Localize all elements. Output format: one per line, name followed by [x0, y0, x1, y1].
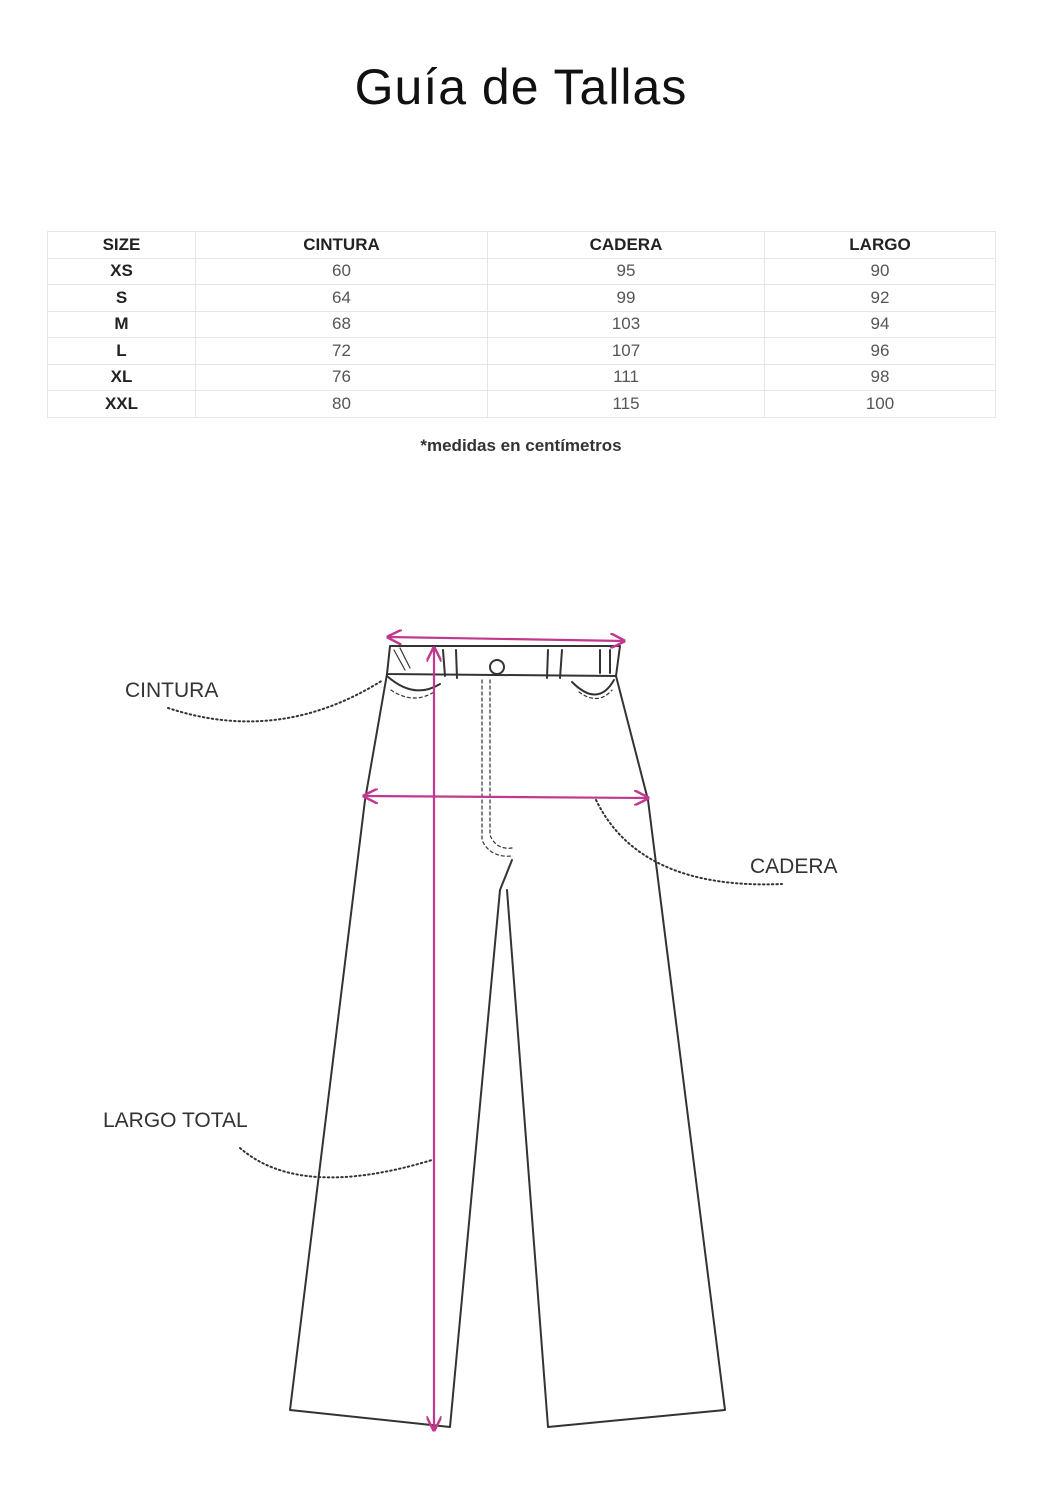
header-cadera: CADERA	[488, 232, 765, 259]
size-cell: XS	[48, 258, 196, 285]
hip-arrow	[364, 796, 648, 798]
largo-cell: 92	[765, 285, 996, 312]
waist-arrow	[388, 637, 624, 641]
cadera-cell: 107	[488, 338, 765, 365]
largo-cell: 98	[765, 364, 996, 391]
size-cell: M	[48, 311, 196, 338]
cintura-cell: 68	[196, 311, 488, 338]
pants-outline	[290, 646, 725, 1427]
cadera-cell: 103	[488, 311, 765, 338]
size-cell: L	[48, 338, 196, 365]
largo-cell: 94	[765, 311, 996, 338]
label-cintura: CINTURA	[125, 679, 219, 702]
page-title: Guía de Tallas	[354, 59, 688, 115]
cadera-cell: 115	[488, 391, 765, 418]
leader-lines	[168, 680, 782, 1177]
cadera-cell: 95	[488, 258, 765, 285]
measurement-arrows	[364, 637, 648, 1430]
cintura-cell: 64	[196, 285, 488, 312]
size-cell: S	[48, 285, 196, 312]
size-cell: XXL	[48, 391, 196, 418]
label-largo-total: LARGO TOTAL	[103, 1109, 248, 1132]
cadera-cell: 111	[488, 364, 765, 391]
header-cintura: CINTURA	[196, 232, 488, 259]
cadera-cell: 99	[488, 285, 765, 312]
largo-cell: 96	[765, 338, 996, 365]
units-note: *medidas en centímetros	[420, 436, 622, 455]
cintura-cell: 76	[196, 364, 488, 391]
cintura-cell: 72	[196, 338, 488, 365]
label-cadera: CADERA	[750, 855, 838, 878]
largo-cell: 90	[765, 258, 996, 285]
largo-cell: 100	[765, 391, 996, 418]
header-size: SIZE	[48, 232, 196, 259]
size-cell: XL	[48, 364, 196, 391]
cintura-cell: 80	[196, 391, 488, 418]
cintura-cell: 60	[196, 258, 488, 285]
header-largo: LARGO	[765, 232, 996, 259]
